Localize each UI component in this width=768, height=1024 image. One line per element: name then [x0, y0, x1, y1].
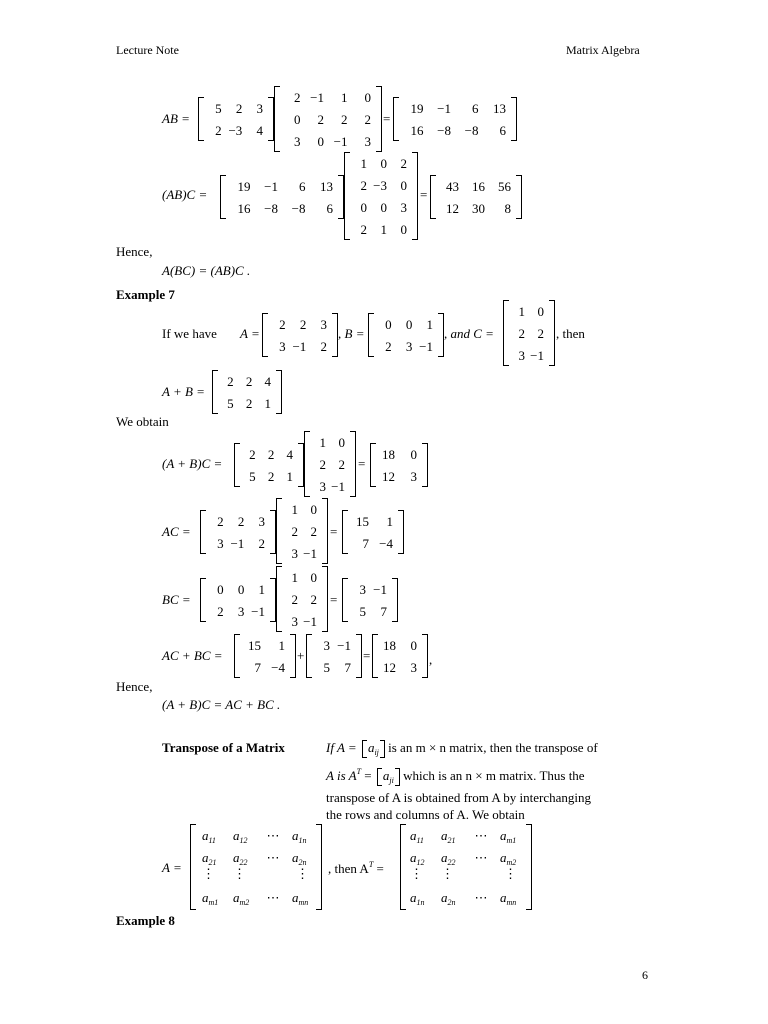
matrix-left-bracket: [276, 566, 282, 632]
general-then-eq: =: [373, 861, 384, 876]
matrix-cell: 2: [267, 468, 275, 484]
matrix-cell: 2: [217, 603, 224, 619]
matrix-right-bracket: [322, 498, 328, 564]
transpose-line-3: transpose of A is obtained from A by interchanging: [326, 790, 592, 805]
matrix-cell: 5: [359, 603, 366, 619]
matrix-cell: 3: [237, 603, 245, 619]
matrix-cell: 2: [360, 221, 367, 237]
matrix-cell: 2: [400, 155, 407, 171]
matrix-cell: 5: [227, 395, 234, 411]
matrix-cell: 1: [258, 581, 265, 597]
matrix-cell: 3: [359, 581, 366, 597]
transpose-line-4: the rows and columns of A. We obtain: [326, 807, 525, 822]
matrix-right-bracket: [412, 152, 418, 240]
matrix-b: [368, 313, 444, 357]
matrix-cell: 19: [410, 100, 424, 116]
then-text: , then: [556, 326, 585, 341]
matrix-right-bracket: [290, 634, 296, 678]
matrix-cell: −4: [271, 659, 285, 675]
matrix-cell: 0: [237, 581, 245, 597]
matrix-cell: −3: [373, 177, 387, 193]
matrix-cell: 3: [291, 545, 298, 561]
matrix-cell: 0: [400, 221, 407, 237]
matrix-cell: −3: [228, 122, 243, 138]
matrix-cell: 0: [410, 637, 417, 653]
matrix-cell: −1: [303, 545, 317, 561]
eq-ab-equals: =: [383, 111, 391, 126]
matrix-cell: 3: [294, 133, 301, 149]
matrix-cell: 6: [499, 122, 506, 138]
matrix-cell: 30: [472, 200, 485, 216]
matrix-right-bracket: [549, 300, 555, 366]
matrix-cell: 0: [410, 446, 417, 462]
transpose-line-1-start: If A =: [326, 740, 357, 755]
eq-abc-equals: =: [420, 187, 428, 202]
matrix-cell: 12: [383, 659, 396, 675]
eq-acbc-lhs: AC + BC =: [162, 648, 223, 663]
matrix-left-bracket: [372, 634, 378, 678]
matrix-left-bracket: [200, 578, 206, 622]
matrix-cell: 1: [278, 637, 285, 653]
example-7-heading: Example 7: [116, 287, 175, 302]
matrix-cell: −1: [303, 613, 317, 629]
matrix-cell: −8: [437, 122, 451, 138]
general-transpose-sup: T: [368, 860, 374, 869]
matrix-a-plus-b: [212, 370, 282, 414]
matrix-cell: 3: [258, 513, 265, 529]
matrix-cell: 1: [286, 468, 293, 484]
matrix-cell: 2: [291, 591, 298, 607]
matrix-abc-result: [430, 175, 522, 219]
matrix-cell: 1: [426, 316, 433, 332]
matrix-cell: 12: [382, 468, 395, 484]
matrix-cell: 2: [299, 316, 307, 332]
matrix-cell: 0: [537, 303, 544, 319]
matrix-cell: 3: [410, 659, 417, 675]
matrix-general-a-transpose: $a_{11}$ $a_{21}$ ⋯ $a_{m1}$ $a_{12}$ $a_{22}$ ⋯ $a_{m2}$ ⋮ ⋮ ⋮ $a_{1n}$ $a_{2n}$ ⋯ $a_{mn}$: [400, 824, 532, 910]
example-8-heading: Example 8: [116, 913, 175, 928]
matrix-right-bracket: [376, 86, 382, 152]
matrix-cell: 1: [264, 395, 271, 411]
matrix-cell: 0: [310, 569, 317, 585]
transpose-line-1: [326, 740, 598, 758]
matrix-left-bracket: [220, 175, 226, 219]
transpose-line-2-end: which is an n × m matrix. Thus the: [403, 768, 585, 783]
eq-apbc-equals: =: [358, 456, 366, 471]
matrix-cell: 3: [405, 338, 413, 354]
matrix-cell: 16: [410, 122, 424, 138]
matrix-cell: 0: [364, 89, 371, 105]
matrix-cell: −1: [337, 637, 351, 653]
matrix-cell: 3: [217, 535, 224, 551]
general-then-text: [328, 860, 384, 877]
matrix-cell: 2: [235, 100, 243, 116]
matrix-left-bracket: [274, 86, 280, 152]
matrix-cell: 2: [518, 325, 525, 341]
matrix-cell: 1: [319, 434, 326, 450]
matrix-cell: 0: [405, 316, 413, 332]
matrix-left-bracket: [344, 152, 350, 240]
matrix-cell: 3: [319, 478, 326, 494]
matrix-cell: 1: [386, 513, 393, 529]
matrix-cell: 0: [360, 199, 367, 215]
matrix-left-bracket: [393, 97, 399, 141]
matrix-cell: 0: [217, 581, 224, 597]
matrix-cell: 15: [248, 637, 261, 653]
matrix-cell: 2: [279, 316, 286, 332]
matrix-cell: 2: [267, 446, 275, 462]
general-a-lhs: A =: [162, 860, 182, 875]
matrix-cell: 2: [249, 446, 256, 462]
eq-ac-equals: =: [330, 524, 338, 539]
matrix-cell: 2: [385, 338, 392, 354]
matrix-left-bracket: [342, 578, 348, 622]
matrix-cell: 3: [291, 613, 298, 629]
eq-abc-lhs: (AB)C =: [162, 187, 208, 202]
matrix-cell: 1: [380, 221, 387, 237]
matrix-right-bracket: [322, 566, 328, 632]
matrix-cell: 6: [326, 200, 333, 216]
matrix-cell: 2: [360, 177, 367, 193]
matrix-right-bracket: [398, 510, 404, 554]
matrix-cell: 3: [410, 468, 417, 484]
matrix-cell: 3: [256, 100, 263, 116]
matrix-cell: 0: [317, 133, 324, 149]
matrix-cell: 6: [299, 178, 306, 194]
matrix-cell: −1: [292, 338, 307, 354]
matrix-cell: 2: [317, 111, 324, 127]
matrix-cell: 2: [227, 373, 234, 389]
matrix-cell: 2: [215, 122, 222, 138]
matrix-bc-middle: [276, 566, 328, 632]
transpose-heading: Transpose of a Matrix: [162, 740, 285, 755]
transpose-sup: T: [356, 767, 362, 776]
matrix-left-bracket: [430, 175, 436, 219]
matrix-cell: 2: [341, 111, 348, 127]
matrix-cell: 7: [254, 659, 261, 675]
matrix-cell: 3: [320, 316, 327, 332]
matrix-ac-result: [342, 510, 404, 554]
matrix-acbc-second: [306, 634, 362, 678]
eq-apbc-lhs: (A + B)C =: [162, 456, 223, 471]
matrix-cell: 8: [504, 200, 511, 216]
matrix-right-bracket: [350, 431, 356, 497]
matrix-acbc-first: [234, 634, 296, 678]
matrix-left-bracket: [276, 498, 282, 564]
matrix-cell: −1: [437, 100, 451, 116]
matrix-cell: −1: [264, 178, 278, 194]
matrix-right-bracket: [356, 634, 362, 678]
matrix-cell: −8: [464, 122, 479, 138]
matrix-cell: 2: [258, 535, 265, 551]
matrix-cell: 1: [518, 303, 525, 319]
transpose-line-2-eq: =: [361, 768, 372, 783]
a-ij-letter: a: [367, 740, 375, 756]
matrix-c: [503, 300, 555, 366]
eq-ac-lhs: AC =: [162, 524, 191, 539]
matrix-cell: 6: [472, 100, 479, 116]
matrix-cell: 16: [237, 200, 251, 216]
matrix-cell: 3: [400, 199, 407, 215]
matrix-abc-left: [220, 175, 344, 219]
general-then-label: , then A: [328, 861, 369, 876]
matrix-right-bracket: [276, 370, 282, 414]
matrix-cell: 7: [344, 659, 351, 675]
matrix-cell: 43: [446, 178, 459, 194]
matrix-cell: 0: [380, 199, 387, 215]
matrix-cell: 2: [294, 89, 301, 105]
transpose-line-2: [326, 767, 585, 786]
matrix-cell: 2: [245, 373, 253, 389]
matrix-cell: 0: [338, 434, 345, 450]
matrix-ac-left: [200, 510, 276, 554]
def-a-lhs: A =: [240, 326, 260, 341]
matrix-cell: −1: [310, 89, 324, 105]
matrix-left-bracket: [503, 300, 509, 366]
matrix-left-bracket: [212, 370, 218, 414]
def-b-lhs: , B =: [338, 326, 365, 341]
matrix-cell: 2: [319, 456, 326, 472]
matrix-cell: 5: [215, 100, 222, 116]
matrix-cell: 2: [237, 513, 245, 529]
matrix-left-bracket: [234, 443, 240, 487]
eq-bc-equals: =: [330, 592, 338, 607]
matrix-cell: 3: [279, 338, 286, 354]
matrix-left-bracket: [262, 313, 268, 357]
matrix-ab-middle: [274, 86, 382, 152]
if-we-have-text: If we have: [162, 326, 217, 341]
a-ji-subscript: ji: [389, 776, 394, 786]
matrix-cell: 7: [362, 535, 369, 551]
eq-acbc-equals: =: [363, 648, 371, 663]
matrix-left-bracket: [304, 431, 310, 497]
a-ij-subscript: ij: [374, 748, 379, 758]
hence-2: Hence,: [116, 679, 153, 694]
a-ji-letter: a: [382, 768, 390, 784]
matrix-bc-left: [200, 578, 276, 622]
page-number: 6: [642, 968, 648, 982]
matrix-cell: 4: [286, 446, 293, 462]
matrix-cell: 7: [380, 603, 387, 619]
matrix-general-a: $a_{11}$ $a_{12}$ ⋯ $a_{1n}$ $a_{21}$ $a_{22}$ ⋯ $a_{2n}$ ⋮ ⋮ ⋮ $a_{m1}$ $a_{m2}$ ⋯ $a_{mn}$: [190, 824, 322, 910]
matrix-cell: 0: [310, 501, 317, 517]
def-c-lhs: , and C =: [444, 326, 494, 341]
matrix-cell: 1: [360, 155, 367, 171]
matrix-ac-middle: [276, 498, 328, 564]
matrix-cell: 13: [493, 100, 506, 116]
matrix-right-bracket: [422, 634, 428, 678]
matrix-cell: 2: [310, 591, 317, 607]
matrix-cell: 1: [291, 501, 298, 517]
matrix-cell: 13: [320, 178, 333, 194]
header-left: Lecture Note: [116, 43, 179, 57]
matrix-apbc-middle: [304, 431, 356, 497]
matrix-right-bracket: [511, 97, 517, 141]
matrix-cell: 2: [310, 523, 317, 539]
matrix-cell: 18: [382, 446, 395, 462]
matrix-cell: 2: [364, 111, 371, 127]
associativity-statement: A(BC) = (AB)C .: [162, 263, 251, 278]
matrix-cell: −1: [373, 581, 387, 597]
matrix-ab-result: [393, 97, 517, 141]
matrix-cell: 12: [446, 200, 459, 216]
matrix-cell: 0: [380, 155, 387, 171]
matrix-cell: 2: [245, 395, 253, 411]
matrix-cell: 4: [256, 122, 263, 138]
matrix-cell: 2: [320, 338, 327, 354]
matrix-cell: 16: [472, 178, 485, 194]
matrix-apbc-result: [370, 443, 428, 487]
matrix-abc-middle: [344, 152, 418, 240]
matrix-cell: 18: [383, 637, 396, 653]
distributivity-statement: (A + B)C = AC + BC .: [162, 697, 281, 712]
matrix-left-bracket: [200, 510, 206, 554]
eq-apb-lhs: A + B =: [162, 384, 205, 399]
matrix-cell: 3: [364, 133, 371, 149]
matrix-cell: −1: [333, 133, 348, 149]
matrix-right-bracket: [516, 175, 522, 219]
transpose-line-1-end: is an m × n matrix, then the transpose of: [388, 740, 598, 755]
matrix-cell: 2: [217, 513, 224, 529]
transpose-line-2-start: A is A: [326, 768, 357, 783]
matrix-left-bracket: [370, 443, 376, 487]
matrix-cell: 0: [294, 111, 301, 127]
matrix-cell: 56: [498, 178, 511, 194]
matrix-cell: 3: [323, 637, 330, 653]
eq-ab-lhs: AB =: [162, 111, 190, 126]
matrix-left-bracket: [306, 634, 312, 678]
matrix-cell: 1: [291, 569, 298, 585]
matrix-cell: 1: [341, 89, 348, 105]
matrix-left-bracket: [342, 510, 348, 554]
matrix-apbc-left: [234, 443, 304, 487]
matrix-right-bracket: [392, 578, 398, 622]
matrix-left-bracket: [368, 313, 374, 357]
we-obtain-text: We obtain: [116, 414, 169, 429]
eq-bc-lhs: BC =: [162, 592, 191, 607]
matrix-cell: 4: [264, 373, 271, 389]
matrix-acbc-result: [372, 634, 428, 678]
matrix-cell: 2: [291, 523, 298, 539]
matrix-cell: 0: [400, 177, 407, 193]
matrix-cell: −1: [530, 347, 544, 363]
matrix-cell: −1: [230, 535, 245, 551]
matrix-cell: −8: [291, 200, 306, 216]
matrix-cell: 5: [323, 659, 330, 675]
matrix-cell: −8: [264, 200, 278, 216]
matrix-cell: 3: [518, 347, 525, 363]
matrix-left-bracket: [234, 634, 240, 678]
matrix-cell: 15: [356, 513, 369, 529]
hence-1: Hence,: [116, 244, 153, 259]
matrix-cell: −4: [379, 535, 393, 551]
matrix-cell: 2: [537, 325, 544, 341]
matrix-left-bracket: [198, 97, 204, 141]
matrix-cell: 19: [237, 178, 251, 194]
matrix-cell: −1: [419, 338, 433, 354]
matrix-bc-result: [342, 578, 398, 622]
matrix-cell: 5: [249, 468, 256, 484]
header-right: Matrix Algebra: [566, 43, 640, 57]
eq-acbc-plus: +: [297, 648, 305, 663]
matrix-right-bracket: [422, 443, 428, 487]
matrix-a: [262, 313, 338, 357]
eq-acbc-comma: ,: [429, 652, 433, 667]
matrix-cell: 0: [385, 316, 392, 332]
matrix-ab-left: [198, 97, 274, 141]
matrix-cell: −1: [251, 603, 265, 619]
matrix-cell: −1: [331, 478, 345, 494]
matrix-cell: 2: [338, 456, 345, 472]
